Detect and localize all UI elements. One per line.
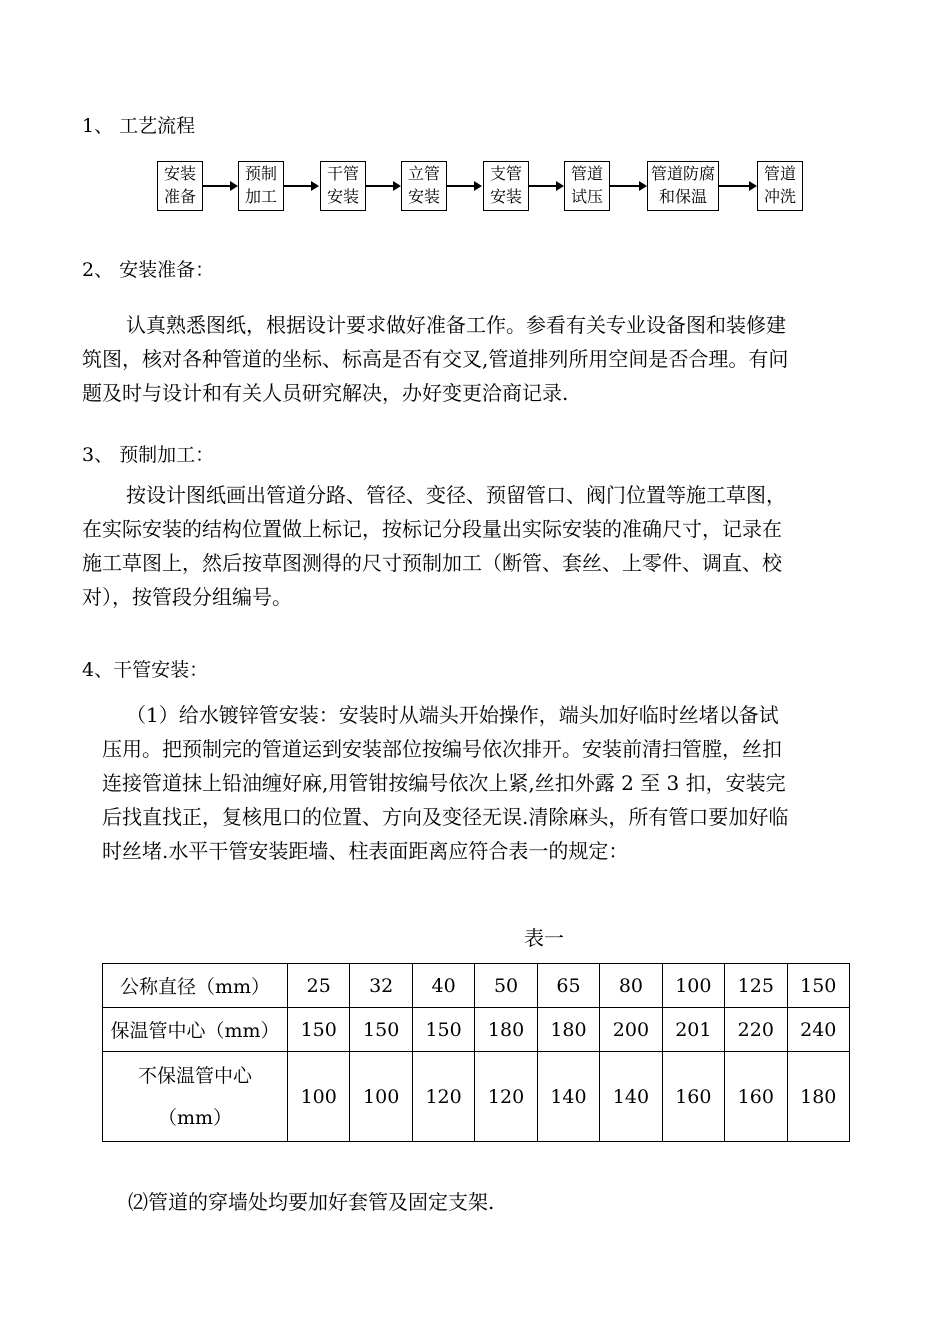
paragraph-line: 时丝堵.水平干管安装距墙、柱表面距离应符合表一的规定：	[102, 839, 629, 863]
table-cell: 120	[412, 1052, 474, 1142]
section4-title: 4、干管安装：	[82, 659, 209, 681]
table-caption: 表一	[524, 926, 564, 950]
table-cell: 100	[662, 964, 724, 1008]
table-cell: 150	[787, 964, 850, 1008]
table-cell: 100	[350, 1052, 412, 1142]
section2-paragraph	[82, 308, 788, 410]
section4-paragraph	[82, 698, 788, 868]
table-cell: 140	[600, 1052, 662, 1142]
flow-step-7-line2: 和保温	[658, 187, 707, 206]
flow-step-6	[564, 161, 610, 211]
flow-arrow	[284, 185, 317, 187]
flow-step-4-line1: 立管	[407, 164, 440, 183]
flow-arrow	[610, 185, 645, 187]
table-row-label: 保温管中心（mm）	[103, 1008, 288, 1052]
table-cell: 50	[475, 964, 537, 1008]
section3-paragraph	[82, 478, 786, 614]
flow-step-8	[757, 161, 803, 211]
flow-step-8-line1: 管道	[763, 164, 796, 183]
flow-step-5	[483, 161, 529, 211]
flow-step-8-line2: 冲洗	[763, 187, 796, 206]
paragraph-line: 筑图，核对各种管道的坐标、标高是否有交叉,管道排列所用空间是否合理。有问	[82, 347, 789, 371]
table-row	[103, 1052, 850, 1142]
table-row-label	[103, 1052, 288, 1142]
flow-step-2-line2: 加工	[244, 187, 277, 206]
table-row	[103, 964, 850, 1008]
section2-title: 2、 安装准备：	[82, 259, 215, 281]
paragraph-line: 对），按管段分组编号。	[82, 585, 292, 609]
flow-step-6-line2: 试压	[570, 187, 603, 206]
flow-step-3-line1: 干管	[326, 164, 359, 183]
table-cell: 150	[412, 1008, 474, 1052]
table-cell: 200	[600, 1008, 662, 1052]
flow-step-5-line1: 支管	[489, 164, 522, 183]
paragraph-line: 按设计图纸画出管道分路、管径、变径、预留管口、阀门位置等施工草图，	[126, 483, 786, 507]
paragraph-line: 题及时与设计和有关人员研究解决，办好变更洽商记录.	[82, 381, 569, 405]
flow-step-2	[238, 161, 284, 211]
table-cell: 80	[600, 964, 662, 1008]
table-cell: 160	[662, 1052, 724, 1142]
flow-arrow	[447, 185, 480, 187]
flow-step-4-line2: 安装	[407, 187, 440, 206]
section3-title: 3、 预制加工：	[82, 444, 215, 466]
table-cell: 65	[537, 964, 599, 1008]
paragraph-line: 在实际安装的结构位置做上标记，按标记分段量出实际安装的准确尺寸，记录在	[82, 517, 782, 541]
table-cell: 140	[537, 1052, 599, 1142]
flow-step-1	[157, 161, 203, 211]
flow-step-6-line1: 管道	[570, 164, 603, 183]
flow-arrow	[719, 185, 755, 187]
flow-step-2-line1: 预制	[244, 164, 277, 183]
table-cell: 160	[725, 1052, 787, 1142]
paragraph-line: （1）给水镀锌管安装：安装时从端头开始操作，端头加好临时丝堵以备试	[126, 703, 779, 727]
flow-step-7	[647, 161, 719, 211]
paragraph-line: 施工草图上，然后按草图测得的尺寸预制加工（断管、套丝、上零件、调直、校	[82, 551, 782, 575]
section4-note: ⑵管道的穿墙处均要加好套管及固定支架.	[128, 1190, 495, 1214]
table-row-label-line2: （mm）	[157, 1106, 233, 1129]
paragraph-line: 压用。把预制完的管道运到安装部位按编号依次排开。安装前清扫管膛，丝扣	[102, 737, 782, 761]
table-cell: 125	[725, 964, 787, 1008]
flow-step-1-line2: 准备	[163, 187, 196, 206]
table-cell: 201	[662, 1008, 724, 1052]
flow-step-4	[401, 161, 447, 211]
flow-step-3	[320, 161, 366, 211]
table-cell: 100	[288, 1052, 350, 1142]
table-cell: 180	[475, 1008, 537, 1052]
table-cell: 240	[787, 1008, 850, 1052]
table-cell: 180	[787, 1052, 850, 1142]
table-cell: 120	[475, 1052, 537, 1142]
table-cell: 40	[412, 964, 474, 1008]
table-cell: 180	[537, 1008, 599, 1052]
table-cell: 150	[350, 1008, 412, 1052]
flow-step-1-line1: 安装	[163, 164, 196, 183]
table-cell: 32	[350, 964, 412, 1008]
table-row-label: 公称直径（mm）	[103, 964, 288, 1008]
section1-title: 1、 工艺流程	[82, 115, 196, 137]
flow-arrow	[203, 185, 236, 187]
flow-step-3-line2: 安装	[326, 187, 359, 206]
table-cell: 25	[288, 964, 350, 1008]
paragraph-line: 后找直找正，复核甩口的位置、方向及变径无误.清除麻头，所有管口要加好临	[102, 805, 789, 829]
flow-arrow	[529, 185, 562, 187]
table-row-label-line1: 不保温管中心	[137, 1064, 252, 1087]
flow-arrow	[366, 185, 399, 187]
paragraph-line: 认真熟悉图纸，根据设计要求做好准备工作。参看有关专业设备图和装修建	[126, 313, 786, 337]
pipe-distance-table	[102, 963, 850, 1142]
table-cell: 150	[288, 1008, 350, 1052]
table-cell: 220	[725, 1008, 787, 1052]
table-row	[103, 1008, 850, 1052]
flow-step-5-line2: 安装	[489, 187, 522, 206]
paragraph-line: 连接管道抹上铅油缠好麻,用管钳按编号依次上紧,丝扣外露 2 至 3 扣，安装完	[102, 771, 786, 795]
flow-step-7-line1: 管道防腐	[650, 164, 715, 183]
